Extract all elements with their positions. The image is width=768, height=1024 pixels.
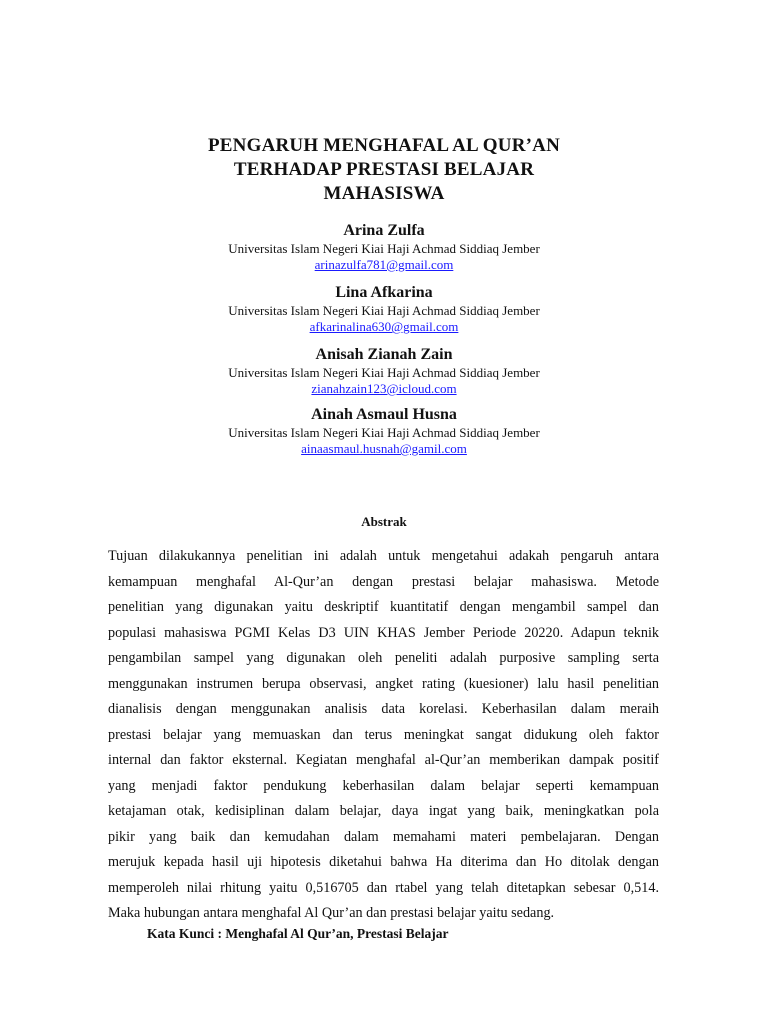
abstract-line: menggunakan instrumen berupa observasi, angket rating (kuesioner) lalu hasil penelitian	[108, 675, 659, 692]
author-affiliation: Universitas Islam Negeri Kiai Haji Achmad Siddiaq Jember	[228, 241, 540, 256]
abstract-line: pengambilan sampel yang digunakan oleh peneliti adalah purposive sampling serta	[108, 650, 659, 666]
abstract-line: Tujuan dilakukannya penelitian ini adalah untuk mengetahui adakah pengaruh antara	[108, 548, 659, 564]
title-line: TERHADAP PRESTASI BELAJAR	[233, 159, 535, 180]
author-affiliation: Universitas Islam Negeri Kiai Haji Achmad Siddiaq Jember	[228, 425, 540, 440]
author-name: Arina Zulfa	[343, 222, 425, 239]
author-block	[0, 345, 768, 397]
author-email-link[interactable]: arinazulfa781@gmail.com	[314, 257, 454, 272]
abstract-line: kemampuan menghafal Al-Qur’an dengan prestasi belajar mahasiswa. Metode	[108, 573, 659, 590]
abstract-line: Maka hubungan antara menghafal Al Qur’an dan prestasi belajar yaitu sedang.	[108, 905, 555, 921]
abstract-body	[108, 544, 659, 927]
author-affiliation: Universitas Islam Negeri Kiai Haji Achmad Siddiaq Jember	[228, 303, 540, 318]
author-block	[0, 283, 768, 335]
abstract-line: yang menjadi faktor pendukung keberhasilan dalam belajar seperti kemampuan	[108, 777, 659, 794]
author-block	[0, 405, 768, 457]
author-email-link[interactable]: ainaasmaul.husnah@gamil.com	[301, 441, 467, 456]
paper-title	[0, 134, 768, 206]
author-block	[0, 221, 768, 273]
abstract-line: ketajaman otak, kedisiplinan dalam belajar, daya ingat yang baik, meningkatkan pola	[108, 803, 659, 819]
abstract-line: memperoleh nilai rhitung yaitu 0,516705 dan rtabel yang telah ditetapkan sebesar 0,514.	[108, 879, 659, 896]
author-name: Anisah Zianah Zain	[315, 346, 453, 363]
author-email-link[interactable]: zianahzain123@icloud.com	[311, 381, 457, 396]
abstract-line: prestasi belajar yang memuaskan dan terus meningkat sangat didukung oleh faktor	[108, 726, 659, 743]
author-affiliation: Universitas Islam Negeri Kiai Haji Achmad Siddiaq Jember	[228, 365, 540, 380]
keywords-line: Kata Kunci : Menghafal Al Qur’an, Prestasi Belajar	[147, 926, 449, 941]
abstract-heading: Abstrak	[361, 514, 407, 529]
abstract-line: merujuk kepada hasil uji hipotesis diketahui bahwa Ha diterima dan Ho ditolak dengan	[108, 854, 659, 870]
abstract-line: populasi mahasiswa PGMI Kelas D3 UIN KHAS Jember Periode 20220. Adapun teknik	[108, 624, 659, 641]
abstract-line: pikir yang baik dan kemudahan dalam memahami materi pembelajaran. Dengan	[108, 828, 659, 845]
title-line: MAHASISWA	[323, 183, 445, 204]
abstract-line: internal dan faktor eksternal. Kegiatan menghafal al-Qur’an memberikan dampak positif	[108, 752, 659, 768]
author-name: Lina Afkarina	[335, 284, 433, 301]
author-name: Ainah Asmaul Husna	[311, 406, 457, 423]
abstract-line: dianalisis dengan menggunakan analisis data korelasi. Keberhasilan dalam meraih	[108, 701, 659, 717]
author-email-link[interactable]: afkarinalina630@gmail.com	[309, 319, 459, 334]
title-line: PENGARUH MENGHAFAL AL QUR’AN	[207, 135, 560, 156]
abstract-line: penelitian yang digunakan yaitu deskriptif kuantitatif dengan mengambil sampel dan	[108, 599, 659, 615]
